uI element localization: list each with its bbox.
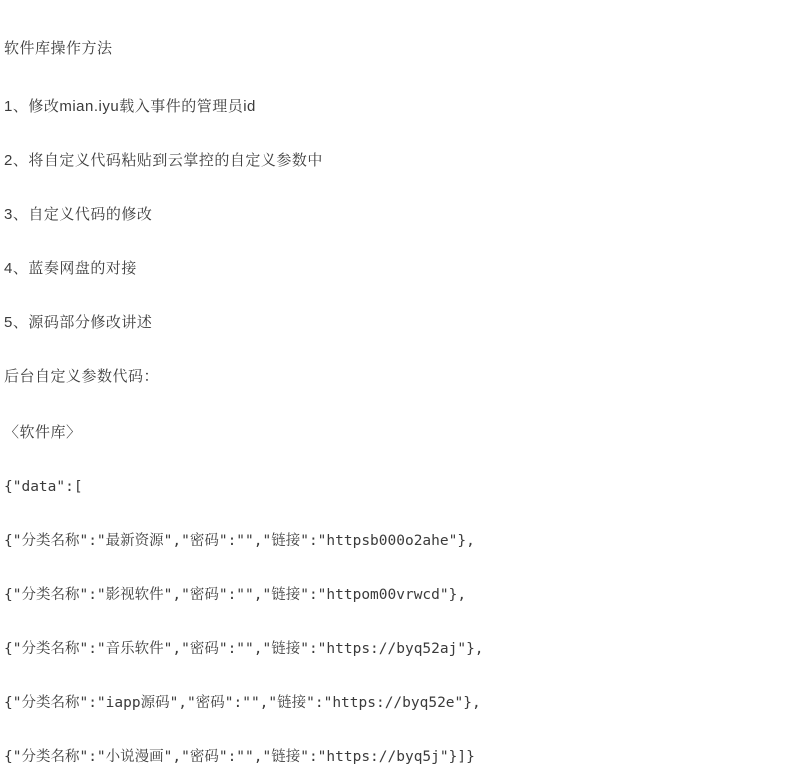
step-item-2: 2、将自定义代码粘贴到云掌控的自定义参数中 [4,152,323,169]
section-label: 后台自定义参数代码： [4,368,160,385]
code-line-4: {"分类名称":"音乐软件","密码":"","链接":"https://byq52aj"}, [4,641,484,657]
step-item-3: 3、自定义代码的修改 [4,206,153,223]
step-item-5: 5、源码部分修改讲述 [4,314,153,331]
code-line-5: {"分类名称":"iapp源码","密码":"","链接":"https://byq52e"}, [4,695,481,711]
software-library-tag: 〈软件库〉 [4,424,82,441]
step-item-1: 1、修改mian.iyu载入事件的管理员id [4,98,256,115]
code-line-2: {"分类名称":"最新资源","密码":"","链接":"httpsb000o2ahe"}, [4,533,475,549]
page-title: 软件库操作方法 [4,40,113,57]
code-line-3: {"分类名称":"影视软件","密码":"","链接":"httpom00vrwcd"}, [4,587,467,603]
code-line-6: {"分类名称":"小说漫画","密码":"","链接":"https://byq5j"}]} [4,749,475,765]
step-item-4: 4、蓝奏网盘的对接 [4,260,137,277]
code-line-1: {"data":[ [4,479,83,495]
